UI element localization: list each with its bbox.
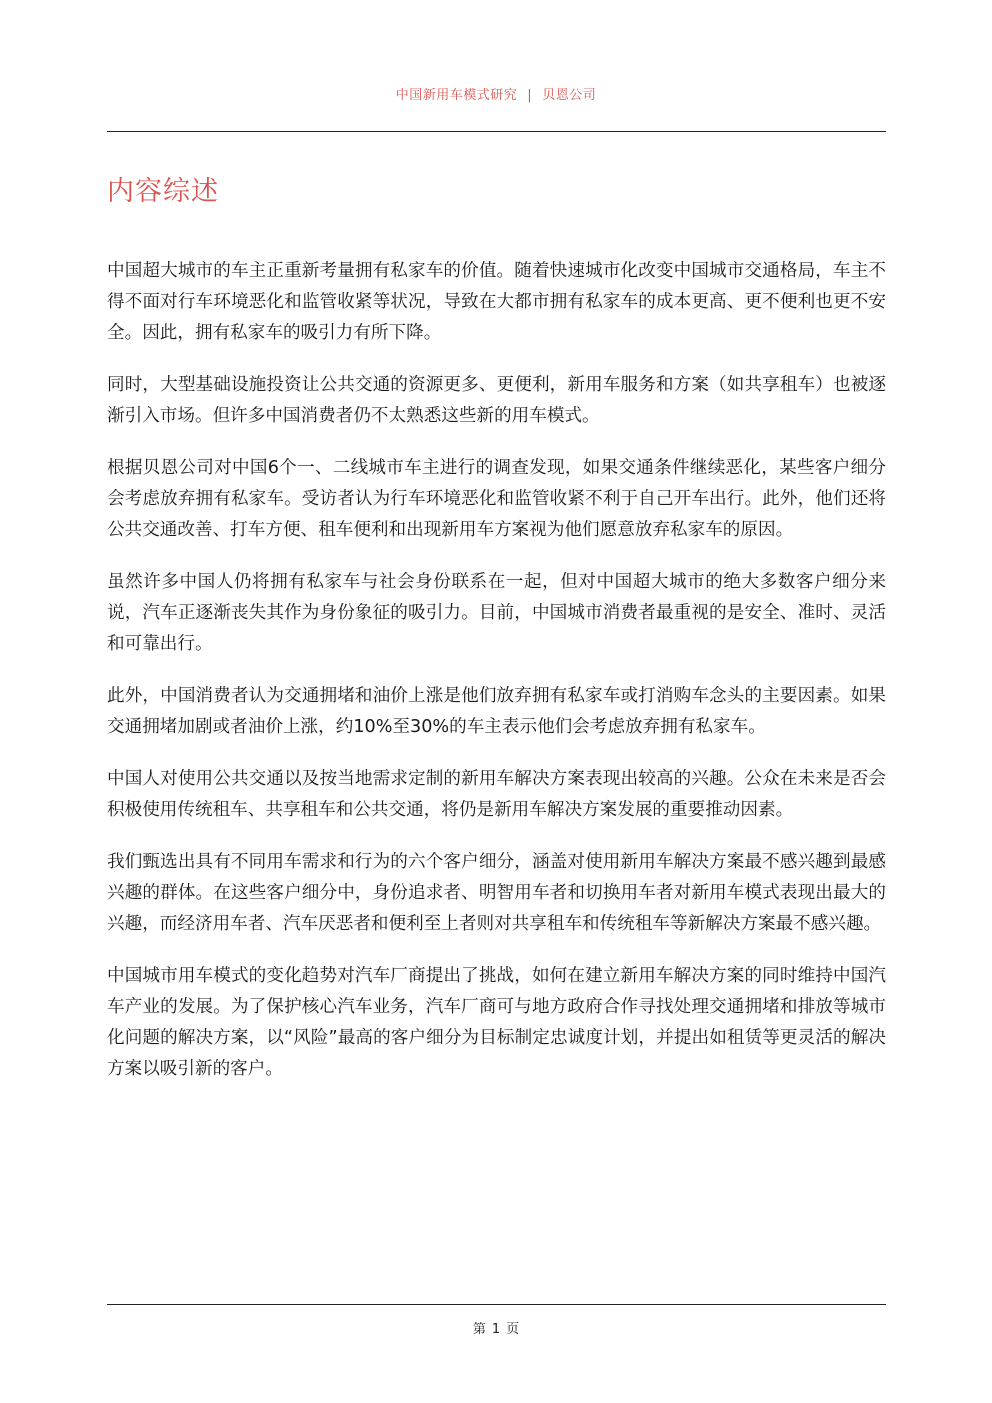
page-number: 1 [491,1322,501,1337]
report-title: 中国新用车模式研究 [395,88,518,103]
paragraph: 虽然许多中国人仍将拥有私家车与社会身份联系在一起，但对中国超大城市的绝大多数客户细分来说，汽车正逐渐丧失其作为身份象征的吸引力。目前，中国城市消费者最重视的是安全、准时、灵活和可靠出行。 [107,572,886,654]
paragraph: 同时，大型基础设施投资让公共交通的资源更多、更便利，新用车服务和方案（如共享租车）也被逐渐引入市场。但许多中国消费者仍不太熟悉这些新的用车模式。 [107,375,886,426]
page-title: 内容综述 [107,176,219,207]
footer-divider [107,1304,886,1305]
page-label-suffix: 页 [506,1322,520,1337]
page-footer [0,1321,992,1339]
company-name: 贝恩公司 [542,88,597,103]
paragraph: 中国城市用车模式的变化趋势对汽车厂商提出了挑战，如何在建立新用车解决方案的同时维持中国汽车产业的发展。为了保护核心汽车业务，汽车厂商可与地方政府合作寻找处理交通拥堵和排放等城市化问题的解决方案，以“风险”最高的客户细分为目标制定忠诚度计划，并提出如租赁等更灵活的解决方案以吸引新的客户。 [107,966,886,1079]
paragraph: 我们甄选出具有不同用车需求和行为的六个客户细分，涵盖对使用新用车解决方案最不感兴趣到最感兴趣的群体。在这些客户细分中，身份追求者、明智用车者和切换用车者对新用车模式表现出最大的兴趣，而经济用车者、汽车厌恶者和便利至上者则对共享租车和传统租车等新解决方案最不感兴趣。 [107,852,886,934]
body-text [107,256,886,1106]
page-label-prefix: 第 [472,1322,486,1337]
paragraph: 此外，中国消费者认为交通拥堵和油价上涨是他们放弃拥有私家车或打消购车念头的主要因素。如果交通拥堵加剧或者油价上涨，约10%至30%的车主表示他们会考虑放弃拥有私家车。 [107,686,886,737]
paragraph: 根据贝恩公司对中国6个一、二线城市车主进行的调查发现，如果交通条件继续恶化，某些客户细分会考虑放弃拥有私家车。受访者认为行车环境恶化和监管收紧不利于自己开车出行。此外，他们还将公共交通改善、打车方便、租车便利和出现新用车方案视为他们愿意放弃私家车的原因。 [107,458,886,540]
paragraph: 中国超大城市的车主正重新考量拥有私家车的价值。随着快速城市化改变中国城市交通格局，车主不得不面对行车环境恶化和监管收紧等状况，导致在大都市拥有私家车的成本更高、更不便利也更不安全。因此，拥有私家车的吸引力有所下降。 [107,261,886,343]
running-header [0,87,992,105]
header-separator: | [527,88,533,103]
paragraph: 中国人对使用公共交通以及按当地需求定制的新用车解决方案表现出较高的兴趣。公众在未来是否会积极使用传统租车、共享租车和公共交通，将仍是新用车解决方案发展的重要推动因素。 [107,769,886,820]
header-divider [107,131,886,132]
